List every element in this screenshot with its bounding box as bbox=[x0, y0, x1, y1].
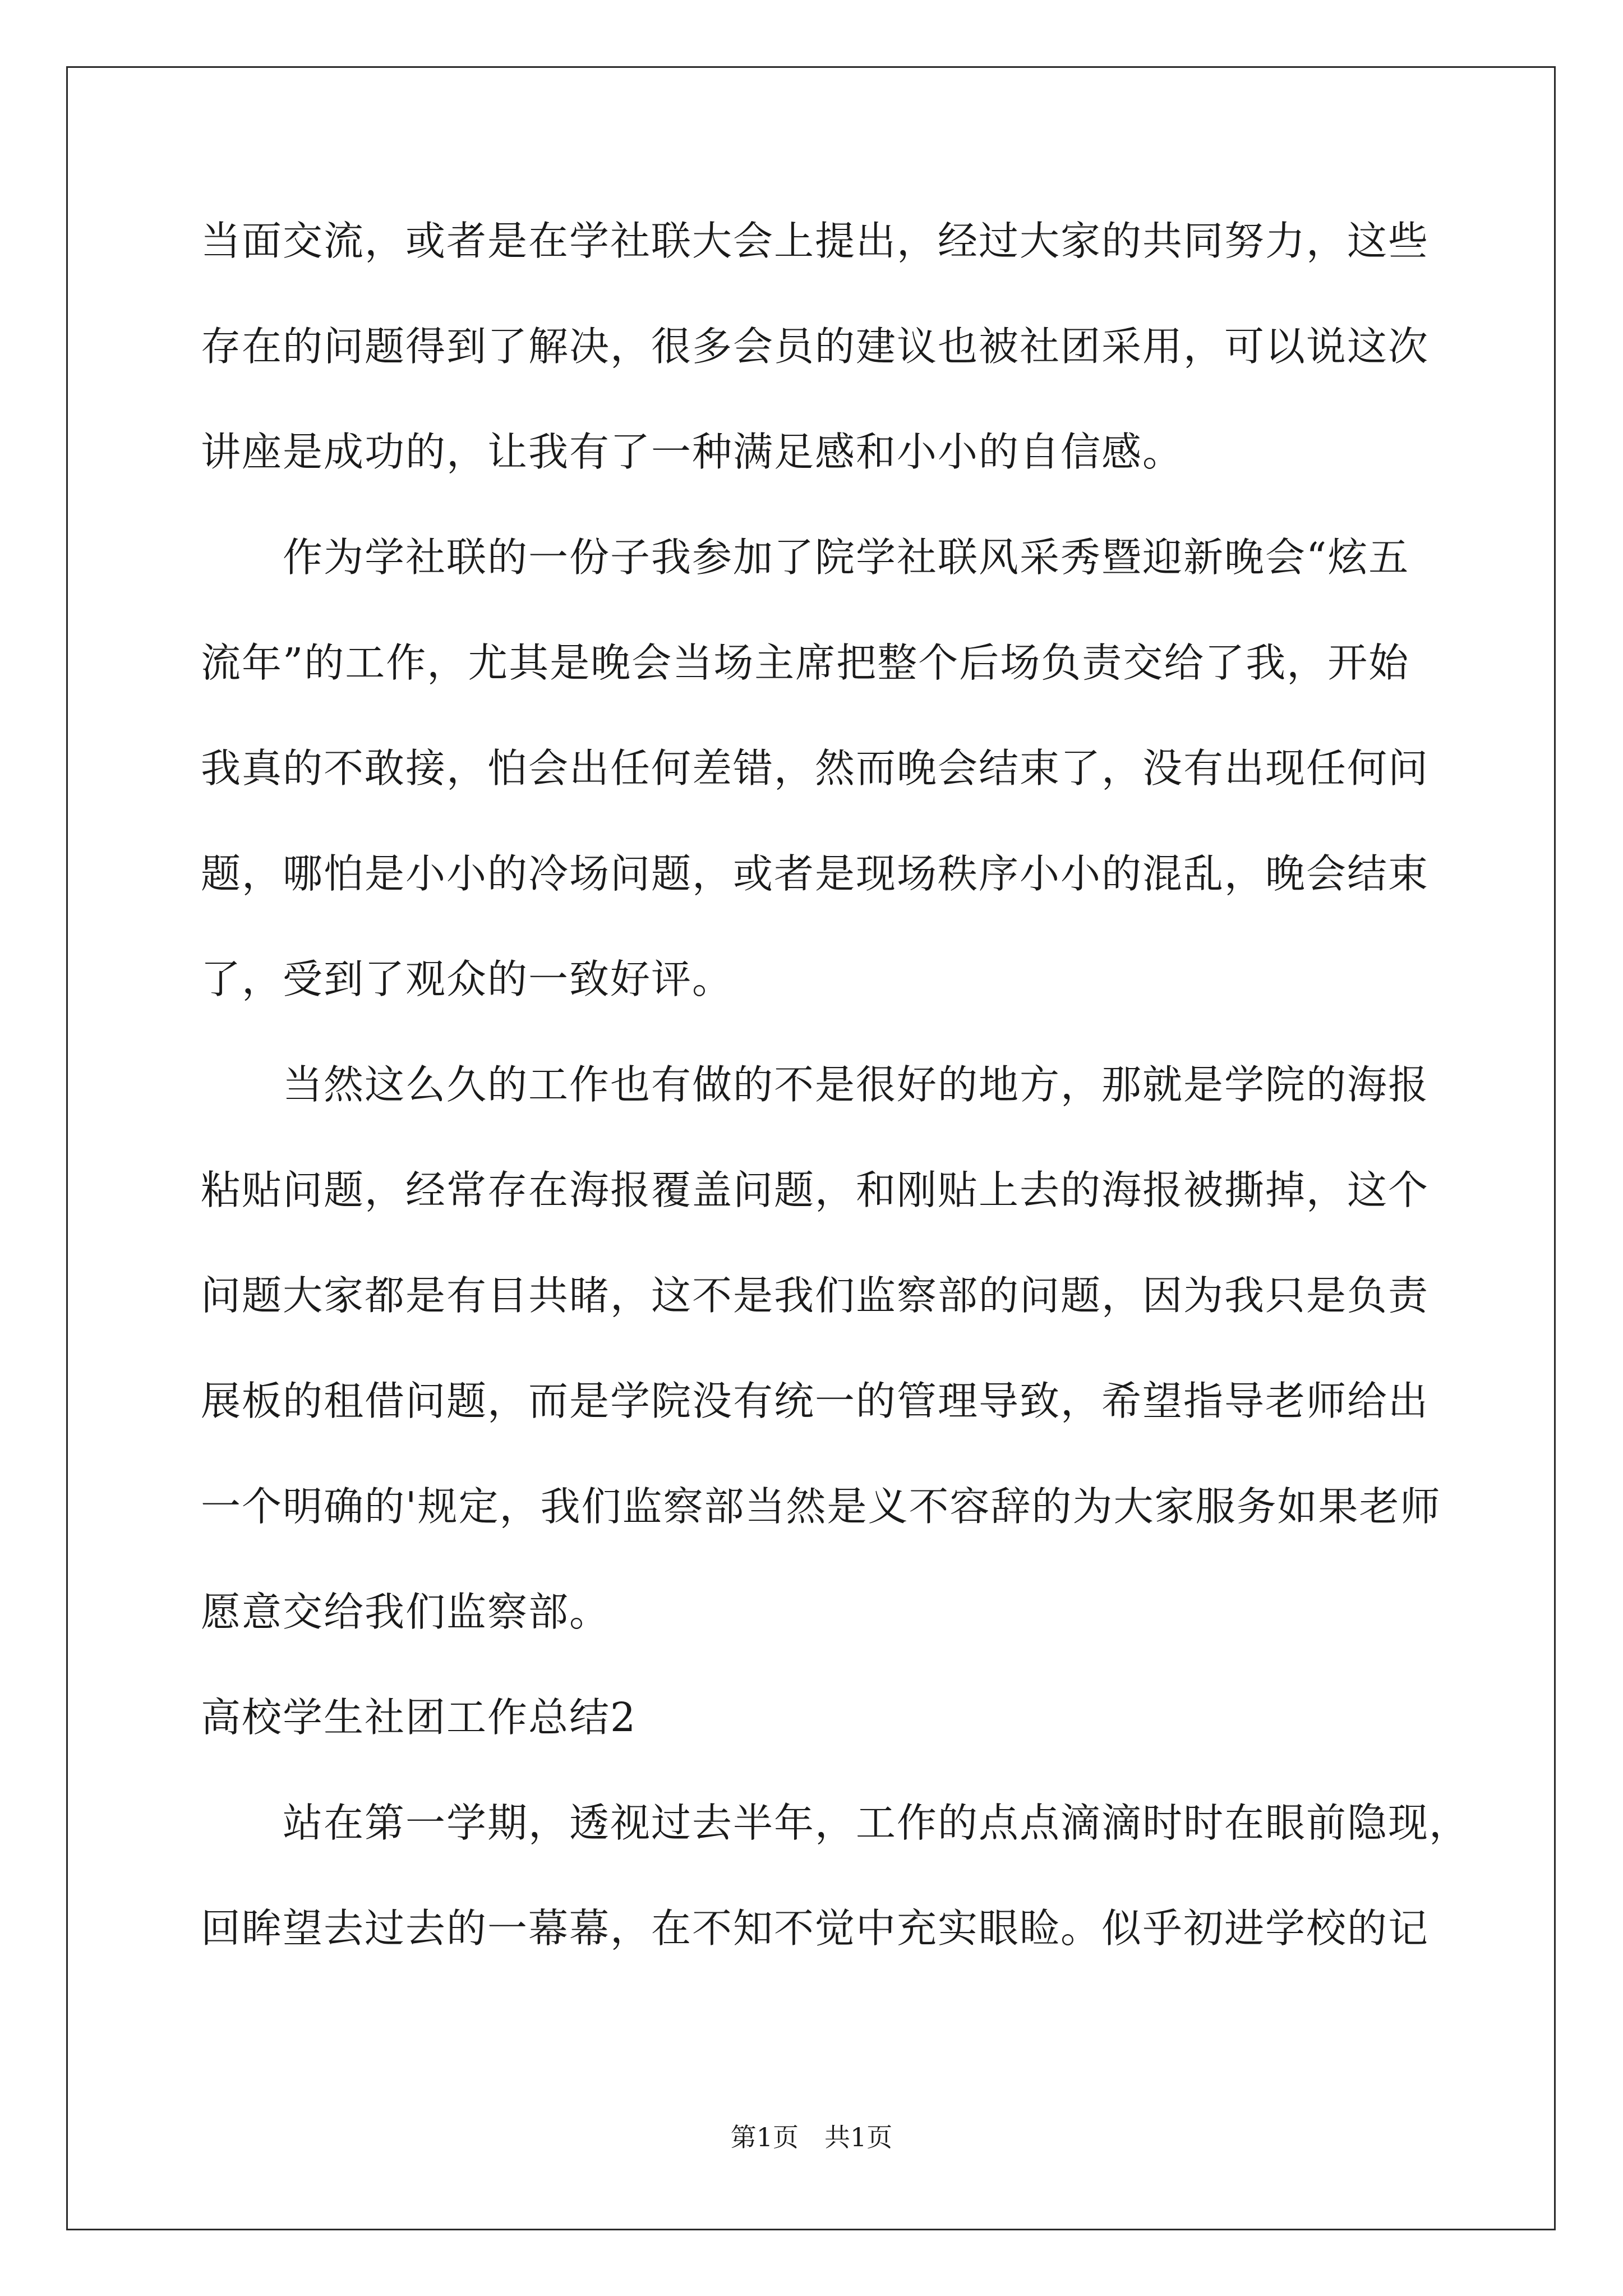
text-line: 回眸望去过去的一幕幕，在不知不觉中充实眼睑。似乎初进学校的记 bbox=[201, 1905, 1430, 1952]
paragraph-start: 作为学社联的一份子我参加了院学社联风采秀暨迎新晚会“炫五 bbox=[201, 534, 1410, 581]
section-heading: 高校学生社团工作总结2 bbox=[201, 1694, 637, 1741]
text-line: 粘贴问题，经常存在海报覆盖问题，和刚贴上去的海报被撕掉，这个 bbox=[201, 1167, 1430, 1213]
text-line: 存在的问题得到了解决，很多会员的建议也被社团采用，可以说这次 bbox=[201, 323, 1430, 370]
text-line: 展板的租借问题，而是学院没有统一的管理导致，希望指导老师给出 bbox=[201, 1378, 1430, 1424]
text-line: 愿意交给我们监察部。 bbox=[201, 1589, 611, 1635]
text-line: 问题大家都是有目共睹，这不是我们监察部的问题，因为我只是负责 bbox=[201, 1272, 1430, 1319]
text-line: 题，哪怕是小小的冷场问题，或者是现场秩序小小的混乱，晚会结束 bbox=[201, 850, 1430, 897]
text-line: 流年”的工作，尤其是晚会当场主席把整个后场负责交给了我，开始 bbox=[201, 639, 1410, 686]
text-line: 我真的不敢接，怕会出任何差错，然而晚会结束了，没有出现任何问 bbox=[201, 745, 1430, 792]
text-line: 一个明确的'规定，我们监察部当然是义不容辞的为大家服务如果老师 bbox=[201, 1483, 1441, 1530]
page-footer: 第1页 共1页 bbox=[730, 2122, 893, 2152]
paragraph-start: 当然这么久的工作也有做的不是很好的地方，那就是学院的海报 bbox=[201, 1061, 1430, 1108]
text-line: 讲座是成功的，让我有了一种满足感和小小的自信感。 bbox=[201, 429, 1184, 475]
text-line: 了，受到了观众的一致好评。 bbox=[201, 956, 734, 1002]
text-line: 当面交流，或者是在学社联大会上提出，经过大家的共同努力，这些 bbox=[201, 218, 1430, 264]
paragraph-start: 站在第一学期，透视过去半年，工作的点点滴滴时时在眼前隐现， bbox=[201, 1800, 1470, 1846]
